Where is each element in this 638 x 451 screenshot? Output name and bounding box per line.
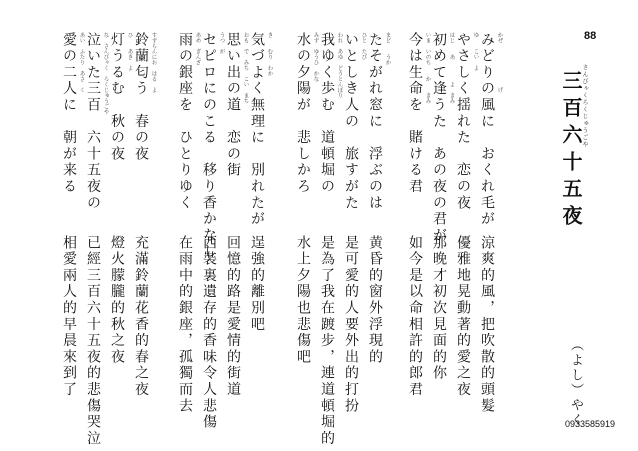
chinese-lyric-line: 涼爽的風，把吹散的頭髮	[479, 235, 495, 415]
chinese-lyric-line: 是可愛的人要外出的打扮	[343, 235, 359, 415]
phone-number: 0933585919	[565, 419, 616, 429]
japanese-lyric-line: たそがれ窓に 浮ぶのは	[367, 32, 383, 212]
japanese-lyric-line: 今は生命を 賭ける君	[407, 32, 423, 195]
song-title-ruby: さんびゃくろくじゅうごや	[581, 64, 588, 148]
furigana: あい ふたり あさ く	[78, 32, 85, 93]
japanese-lyric-line: 思い出の道 恋の街	[225, 32, 241, 179]
japanese-lyric-line: 泣いた三百 六十五夜の	[85, 32, 101, 212]
chinese-lyric-line: 那晚才初次見面的你	[431, 235, 447, 382]
furigana: かぜ げ	[496, 32, 503, 93]
furigana: いま いのち か きみ	[424, 32, 431, 104]
furigana: おも で みち こい まち	[242, 32, 249, 104]
furigana: あめ ぎんざ	[194, 32, 201, 65]
furigana: まど うか	[384, 32, 391, 65]
japanese-lyric-line: セピロにのこる 移り香かなし	[201, 32, 217, 261]
chinese-lyric-line: 充滿鈴蘭花香的春之夜	[133, 235, 149, 398]
chinese-lyric-line: 逞強的離別吧	[249, 235, 265, 333]
song-title: 三百六十五夜	[559, 70, 583, 232]
translator-credit: （よし）やく	[568, 338, 583, 428]
chinese-lyric-line: 水上夕陽也悲傷吧	[295, 235, 311, 366]
japanese-lyric-line: みどりの風に おくれ毛が	[479, 32, 495, 228]
japanese-lyric-line: 初めて逢うた あの夜の君が	[431, 32, 447, 244]
chinese-lyric-line: 相愛兩人的早晨來到了	[61, 235, 77, 398]
japanese-lyric-line: 雨の銀座を ひとりゆく	[177, 32, 193, 212]
chinese-lyric-line: 優雅地晃動著的愛之夜	[455, 235, 471, 398]
chinese-lyric-line: 燈火朦朧的秋之夜	[109, 235, 125, 366]
furigana: うつ が	[218, 32, 225, 54]
japanese-lyric-line: 水の夕陽が 悲しかろ	[295, 32, 311, 195]
japanese-lyric-line: いとしき人の 旅すがた	[343, 32, 359, 212]
japanese-lyric-line: 愛の二人に 朝が来る	[61, 32, 77, 195]
furigana: ゆ こい よ	[472, 32, 479, 71]
chinese-lyric-line: 是為了我在踱步，連道頓堀的	[319, 235, 335, 447]
japanese-lyric-line: 鈴蘭匂う 春の夜	[133, 32, 149, 163]
furigana: ひと たび	[360, 32, 367, 60]
chinese-lyric-line: 在雨中的銀座，孤獨而去	[177, 235, 193, 415]
furigana: き むり わか	[266, 32, 273, 76]
chinese-lyric-line: 回憶的路是愛情的街道	[225, 235, 241, 398]
furigana: はじ あ よ きみ	[448, 32, 455, 104]
furigana: われ あゆ どうとんぼり	[336, 32, 343, 98]
furigana: ひ あき よ	[126, 32, 133, 71]
chinese-lyric-line: 黄昏的窗外浮現的	[367, 235, 383, 366]
japanese-lyric-line: やさしく揺れた 恋の夜	[455, 32, 471, 212]
page-number: 88	[584, 30, 597, 42]
japanese-lyric-line: 我ゆく歩む 道頓堀の	[319, 32, 335, 195]
furigana: すずらんにお はる よ	[150, 32, 157, 93]
chinese-lyric-line: 西裝裏遺存的香味令人悲傷	[201, 235, 217, 431]
japanese-lyric-line: 気づよく無理に 別れたが	[249, 32, 265, 228]
furigana: みず ゆうひ かな	[312, 32, 319, 82]
furigana: な さんびゃく ろくじゅうごや	[102, 32, 109, 115]
chinese-lyric-line: 已經三百六十五夜的悲傷哭泣	[85, 235, 101, 447]
japanese-lyric-line: 灯うるむ 秋の夜	[109, 32, 125, 163]
chinese-lyric-line: 如今是以命相許的郎君	[407, 235, 423, 398]
